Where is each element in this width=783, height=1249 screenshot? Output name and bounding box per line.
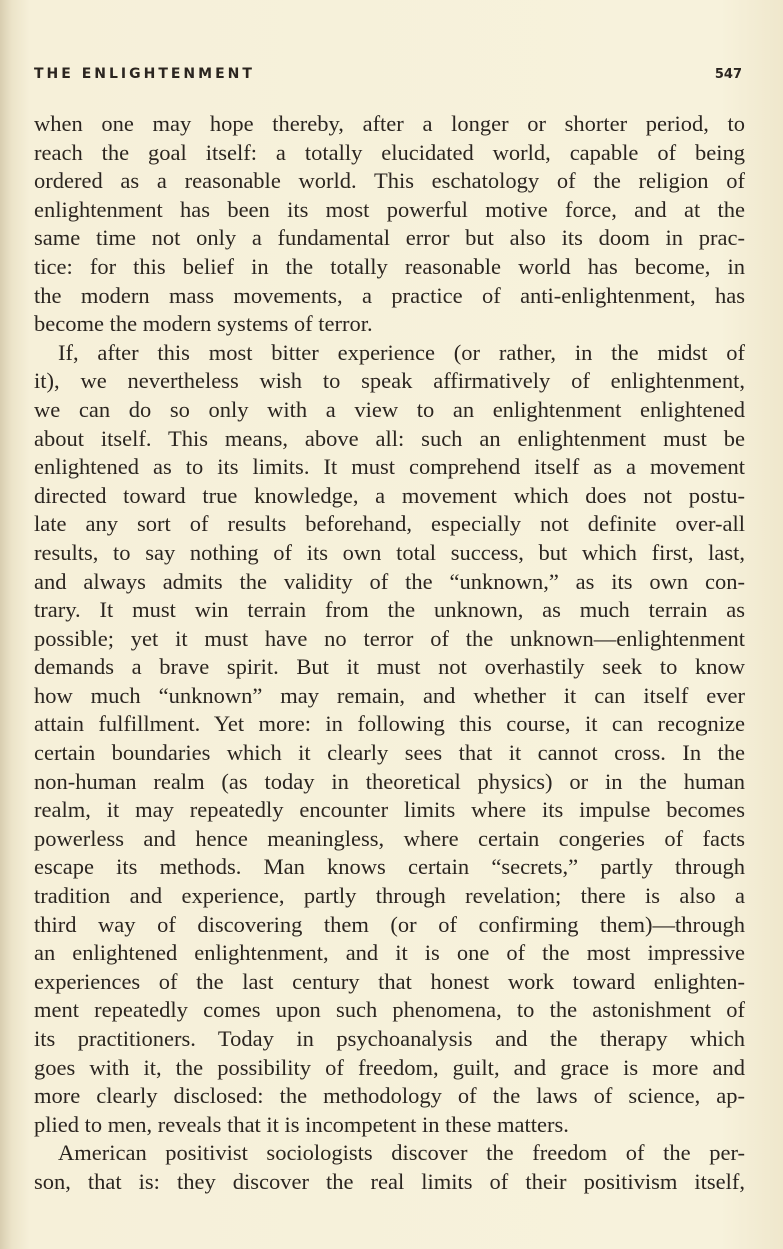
text-line: its practitioners. Today in psychoanalysis and the therapy which [34,1026,745,1051]
text-line: attain fulfillment. Yet more: in following this course, it can recognize [34,711,745,737]
text-line: ment repeatedly comes upon such phenomena, to the astonishment of [34,997,745,1023]
text-line: plied to men, reveals that it is incompetent in these matters. [34,1111,569,1137]
text-line: trary. It must win terrain from the unknown, as much terrain as [34,597,745,623]
text-line: realm, it may repeatedly encounter limits where its impulse becomes [34,797,745,823]
text-line: how much “unknown” may remain, and whether it can itself ever [34,682,745,708]
text-line: the modern mass movements, a practice of anti-enlightenment, has [34,282,745,308]
text-line: same time not only a fundamental error but also its doom in prac- [34,225,745,251]
text-line: demands a brave spirit. But it must not overhastily seek to know [34,654,745,680]
text-line: enlightened as to its limits. It must comprehend itself as a movement [34,454,745,480]
text-line: American positivist sociologists discover the freedom of the per- [58,1140,745,1166]
text-line: and always admits the validity of the “unknown,” as its own con- [34,568,745,594]
text-line: we can do so only with a view to an enlightenment enlightened [34,396,745,422]
text-line: about itself. This means, above all: such an enlightenment must be [34,425,745,451]
text-line: late any sort of results beforehand, especially not definite over-all [34,511,745,537]
running-header [34,66,742,90]
text-line: reach the goal itself: a totally elucidated world, capable of being [34,139,745,165]
text-line: directed toward true knowledge, a movement which does not postu- [34,482,745,508]
text-line: become the modern systems of terror. [34,311,373,337]
text-line: certain boundaries which it clearly sees that it cannot cross. In the [34,740,745,766]
text-line: If, after this most bitter experience (or rather, in the midst of [58,339,745,365]
text-line: son, that is: they discover the real limits of their positivism itself, [34,1168,745,1194]
text-line: ordered as a reasonable world. This eschatology of the religion of [34,168,745,194]
text-line: powerless and hence meaningless, where certain congeries of facts [34,825,745,851]
running-head-title: THE ENLIGHTENMENT [34,66,255,82]
page-number: 547 [714,67,742,82]
text-line: non-human realm (as today in theoretical physics) or in the human [34,768,745,794]
text-line: it), we nevertheless wish to speak affirmatively of enlightenment, [34,368,745,394]
text-line: results, to say nothing of its own total success, but which first, last, [34,539,745,565]
text-line: more clearly disclosed: the methodology of the laws of science, ap- [34,1083,745,1109]
text-line: third way of discovering them (or of confirming them)—through [34,911,745,937]
body-text [34,110,745,1197]
text-line: escape its methods. Man knows certain “secrets,” partly through [34,854,745,880]
text-line: enlightenment has been its most powerful motive force, and at the [34,196,745,222]
text-line: possible; yet it must have no terror of the unknown—enlightenment [34,625,745,651]
text-line: tradition and experience, partly through revelation; there is also a [34,883,745,909]
text-line: experiences of the last century that honest work toward enlighten- [34,968,745,994]
text-line: when one may hope thereby, after a longer or shorter period, to [34,111,745,136]
text-line: an enlightened enlightenment, and it is one of the most impressive [34,940,745,966]
text-line: goes with it, the possibility of freedom, guilt, and grace is more and [34,1054,745,1080]
text-line: tice: for this belief in the totally reasonable world has become, in [34,253,745,279]
